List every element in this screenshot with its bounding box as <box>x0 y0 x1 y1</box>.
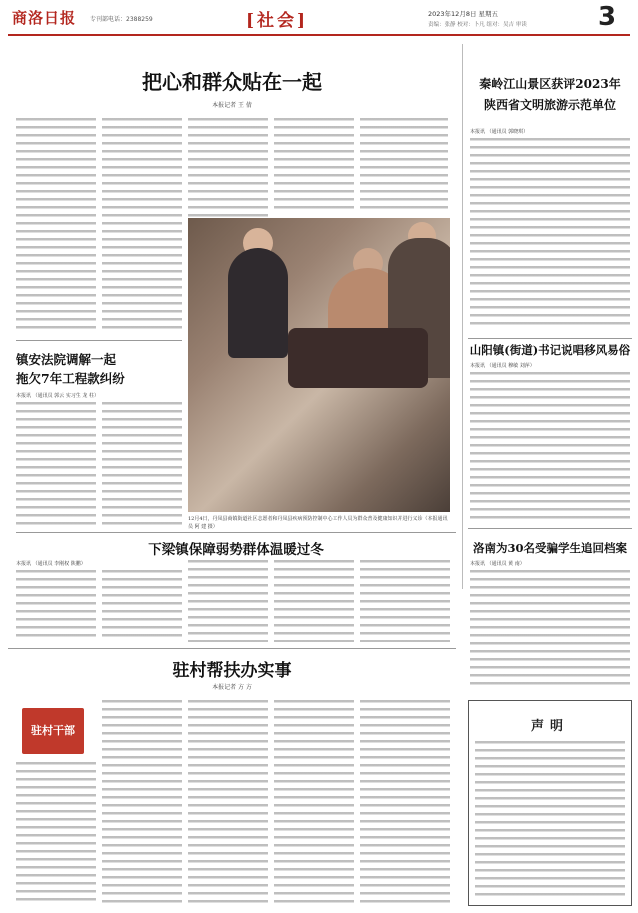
article5-title: 下梁镇保障弱势群体温暖过冬 <box>148 542 324 558</box>
article7-column-3 <box>188 700 268 906</box>
article7-column-1 <box>16 762 96 906</box>
article4-body <box>470 372 630 522</box>
article5-column-5 <box>360 560 450 642</box>
article2-byline: 本报讯 （通讯员 郭云 实习生 龙 柱） <box>16 393 99 399</box>
article3-byline: 本报讯 （通讯员 郭晓琪） <box>470 129 529 135</box>
article1-column-5 <box>360 118 448 214</box>
photo-caption: 12月4日，丹凤县商镇街道社区志愿者和丹凤县疾病预防控制中心工作人员为群众普及健康知识并进行义诊（本报通讯员 阿 建 摄） <box>188 516 448 530</box>
column-divider <box>462 44 463 589</box>
article2-title-line2: 拖欠7年工程款纠纷 <box>16 371 125 386</box>
divider <box>16 340 182 341</box>
article3-body <box>470 138 630 328</box>
article1-column-1 <box>16 118 96 334</box>
article-photo <box>188 218 450 512</box>
notice-box <box>468 700 632 906</box>
zhucun-badge-label: 驻村干部 <box>31 724 75 737</box>
article2-title-line1: 镇安法院调解一起 <box>16 352 117 367</box>
article7-byline: 本报记者 方 方 <box>212 684 252 691</box>
article6-title: 洛南为30名受骗学生追回档案 <box>472 541 627 555</box>
divider <box>468 528 632 529</box>
article1-title: 把心和群众贴在一起 <box>142 70 322 94</box>
article6-body <box>470 570 630 690</box>
article7-column-4 <box>274 700 354 906</box>
article3-title-line1: 秦岭江山景区获评2023年 <box>479 77 621 91</box>
zhucun-badge <box>22 708 84 754</box>
article1-column-4 <box>274 118 354 214</box>
article6-byline: 本报讯 （通讯员 黄 南） <box>470 561 525 567</box>
article2-column-1 <box>16 402 96 528</box>
article5-column-1 <box>16 570 96 642</box>
article7-column-5 <box>360 700 450 906</box>
divider <box>8 648 456 649</box>
article2-column-2 <box>102 402 182 528</box>
article1-byline: 本报记者 王 倩 <box>212 102 252 109</box>
article2-title <box>16 350 182 388</box>
notice-body <box>475 741 625 897</box>
issue-date: 2023年12月8日 星期五 <box>428 10 499 18</box>
article5-column-3 <box>188 560 268 642</box>
editors: 责编：张静 校对：卜凡 组对：吴吉 审读 <box>428 22 527 28</box>
newspaper-logo: 商洛日报 <box>12 9 77 27</box>
page-number: 3 <box>598 2 617 32</box>
hotline: 专刊部电话：2388259 <box>90 16 153 23</box>
notice-title: 声明 <box>530 719 569 734</box>
article3-title <box>468 74 632 116</box>
article7-column-2 <box>102 700 182 906</box>
article5-byline: 本报讯 （通讯员 李刚权 陕鹏） <box>16 561 86 567</box>
section-title: [社会] <box>246 11 309 31</box>
divider <box>468 338 632 339</box>
article7-title: 驻村帮扶办实事 <box>172 661 292 681</box>
article5-column-4 <box>274 560 354 642</box>
divider <box>16 532 456 533</box>
article1-column-2 <box>102 118 182 334</box>
masthead <box>8 4 630 36</box>
article4-title: 山阳镇(街道)书记说唱移风易俗 <box>469 343 631 357</box>
article5-column-2 <box>102 570 182 642</box>
article4-byline: 本报讯 （通讯员 穆敏 刘萍） <box>470 363 535 369</box>
article3-title-line2: 陕西省文明旅游示范单位 <box>483 98 616 112</box>
